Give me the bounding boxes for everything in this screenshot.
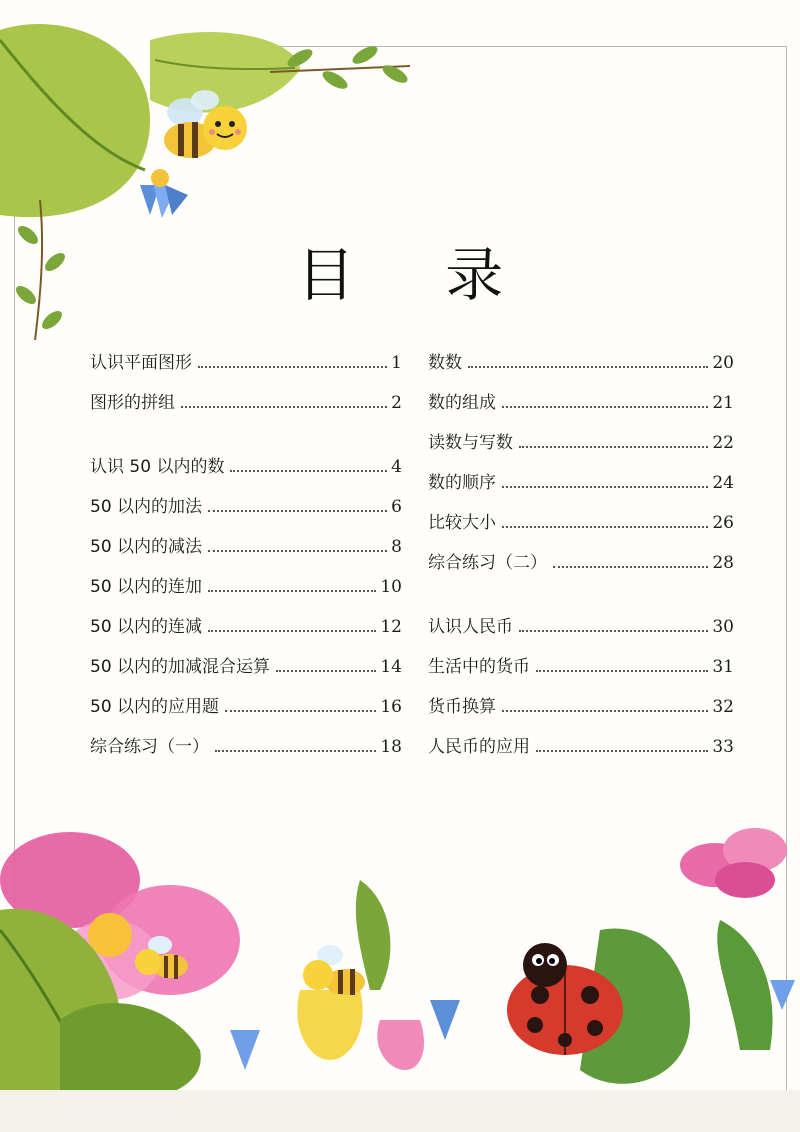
- toc-entry-page: 30: [712, 617, 734, 637]
- toc-entry-label: 货币换算: [428, 697, 496, 717]
- toc-entry-label: 数的组成: [428, 393, 496, 413]
- toc-entry-label: 认识人民币: [428, 617, 513, 637]
- toc-entry-page: 12: [380, 617, 402, 637]
- toc-entry[interactable]: [90, 532, 402, 557]
- toc-entry-label: 读数与写数: [428, 433, 513, 453]
- leader-dots: [502, 526, 708, 528]
- leader-dots: [519, 630, 708, 632]
- leader-dots: [208, 630, 376, 632]
- flower-icon: [140, 169, 188, 218]
- toc-entry-page: 6: [391, 497, 402, 517]
- leader-dots: [536, 750, 708, 752]
- toc-entry[interactable]: [90, 732, 402, 757]
- leader-dots: [468, 366, 708, 368]
- toc-entry-label: 综合练习（一）: [90, 737, 209, 757]
- frame-left-line: [14, 200, 15, 960]
- leader-dots: [502, 406, 708, 408]
- leader-dots: [198, 366, 387, 368]
- toc-entry-page: 32: [712, 697, 734, 717]
- leader-dots: [208, 510, 387, 512]
- toc-entry-label: 50 以内的加法: [90, 497, 203, 517]
- toc-entry[interactable]: [428, 348, 734, 373]
- leader-dots: [276, 670, 376, 672]
- leader-dots: [208, 550, 387, 552]
- toc-entry-label: 人民币的应用: [428, 737, 530, 757]
- toc-entry[interactable]: [428, 612, 734, 637]
- toc-entry[interactable]: [428, 468, 734, 493]
- toc-entry-label: 综合练习（二）: [428, 553, 547, 573]
- toc-entry-page: 24: [712, 473, 734, 493]
- flower-icon: [680, 828, 787, 898]
- toc-entry[interactable]: [428, 428, 734, 453]
- toc-entry-label: 50 以内的连减: [90, 617, 203, 637]
- toc-entry-page: 2: [391, 393, 402, 413]
- frame-top-line: [150, 46, 786, 47]
- toc-entry-label: 图形的拼组: [90, 393, 175, 413]
- toc-entry[interactable]: [90, 692, 402, 717]
- toc-entry-page: 28: [712, 553, 734, 573]
- toc-entry-page: 16: [380, 697, 402, 717]
- toc-entry-label: 数数: [428, 353, 462, 373]
- toc-entry[interactable]: [90, 572, 402, 597]
- toc-entry-page: 8: [391, 537, 402, 557]
- toc-entry[interactable]: [428, 652, 734, 677]
- toc-entry[interactable]: [90, 652, 402, 677]
- toc-entry-page: 33: [712, 737, 734, 757]
- toc-entry-label: 50 以内的连加: [90, 577, 203, 597]
- toc-entry[interactable]: [428, 388, 734, 413]
- toc-entry[interactable]: [428, 508, 734, 533]
- leader-dots: [215, 750, 376, 752]
- toc-entry[interactable]: [428, 548, 734, 573]
- toc-entry-label: 50 以内的减法: [90, 537, 203, 557]
- toc-entry[interactable]: [90, 452, 402, 477]
- toc-entry-label: 生活中的货币: [428, 657, 530, 677]
- flower-icon: [0, 832, 240, 1000]
- toc-entry-label: 比较大小: [428, 513, 496, 533]
- toc-entry-page: 21: [712, 393, 734, 413]
- toc-entry[interactable]: [90, 612, 402, 637]
- page-title: 目 录: [296, 241, 540, 309]
- bee-icon: [303, 945, 365, 995]
- toc-entry-page: 14: [380, 657, 402, 677]
- leader-dots: [536, 670, 708, 672]
- flower-icon: [230, 980, 795, 1070]
- toc-entry-label: 50 以内的加减混合运算: [90, 657, 271, 677]
- toc-entry[interactable]: [428, 732, 734, 757]
- toc-entry-page: 22: [712, 433, 734, 453]
- toc-entry-page: 1: [391, 353, 402, 373]
- leader-dots: [553, 566, 708, 568]
- leader-dots: [230, 470, 387, 472]
- bee-icon: [135, 936, 188, 979]
- toc-entry[interactable]: [90, 492, 402, 517]
- toc-entry-page: 20: [712, 353, 734, 373]
- leaf-icon: [0, 24, 300, 217]
- ladybug-icon: [507, 943, 623, 1055]
- toc-entry-page: 18: [380, 737, 402, 757]
- bee-icon: [164, 90, 247, 158]
- toc-entry-label: 数的顺序: [428, 473, 496, 493]
- toc-entry-label: 50 以内的应用题: [90, 697, 220, 717]
- leader-dots: [225, 710, 376, 712]
- toc-entry-label: 认识平面图形: [90, 353, 192, 373]
- leader-dots: [208, 590, 376, 592]
- frame-right-line: [786, 46, 787, 1106]
- toc-entry[interactable]: [90, 348, 402, 373]
- leader-dots: [519, 446, 708, 448]
- leader-dots: [181, 406, 387, 408]
- leader-dots: [502, 486, 708, 488]
- toc-entry-page: 26: [712, 513, 734, 533]
- flower-icon: [297, 990, 362, 1060]
- toc-entry[interactable]: [90, 388, 402, 413]
- leader-dots: [502, 710, 708, 712]
- toc-entry-page: 10: [380, 577, 402, 597]
- toc-entry-page: 4: [391, 457, 402, 477]
- bottom-foliage: [0, 828, 800, 1132]
- toc-entry[interactable]: [428, 692, 734, 717]
- toc-entry-label: 认识 50 以内的数: [90, 457, 225, 477]
- toc-entry-page: 31: [712, 657, 734, 677]
